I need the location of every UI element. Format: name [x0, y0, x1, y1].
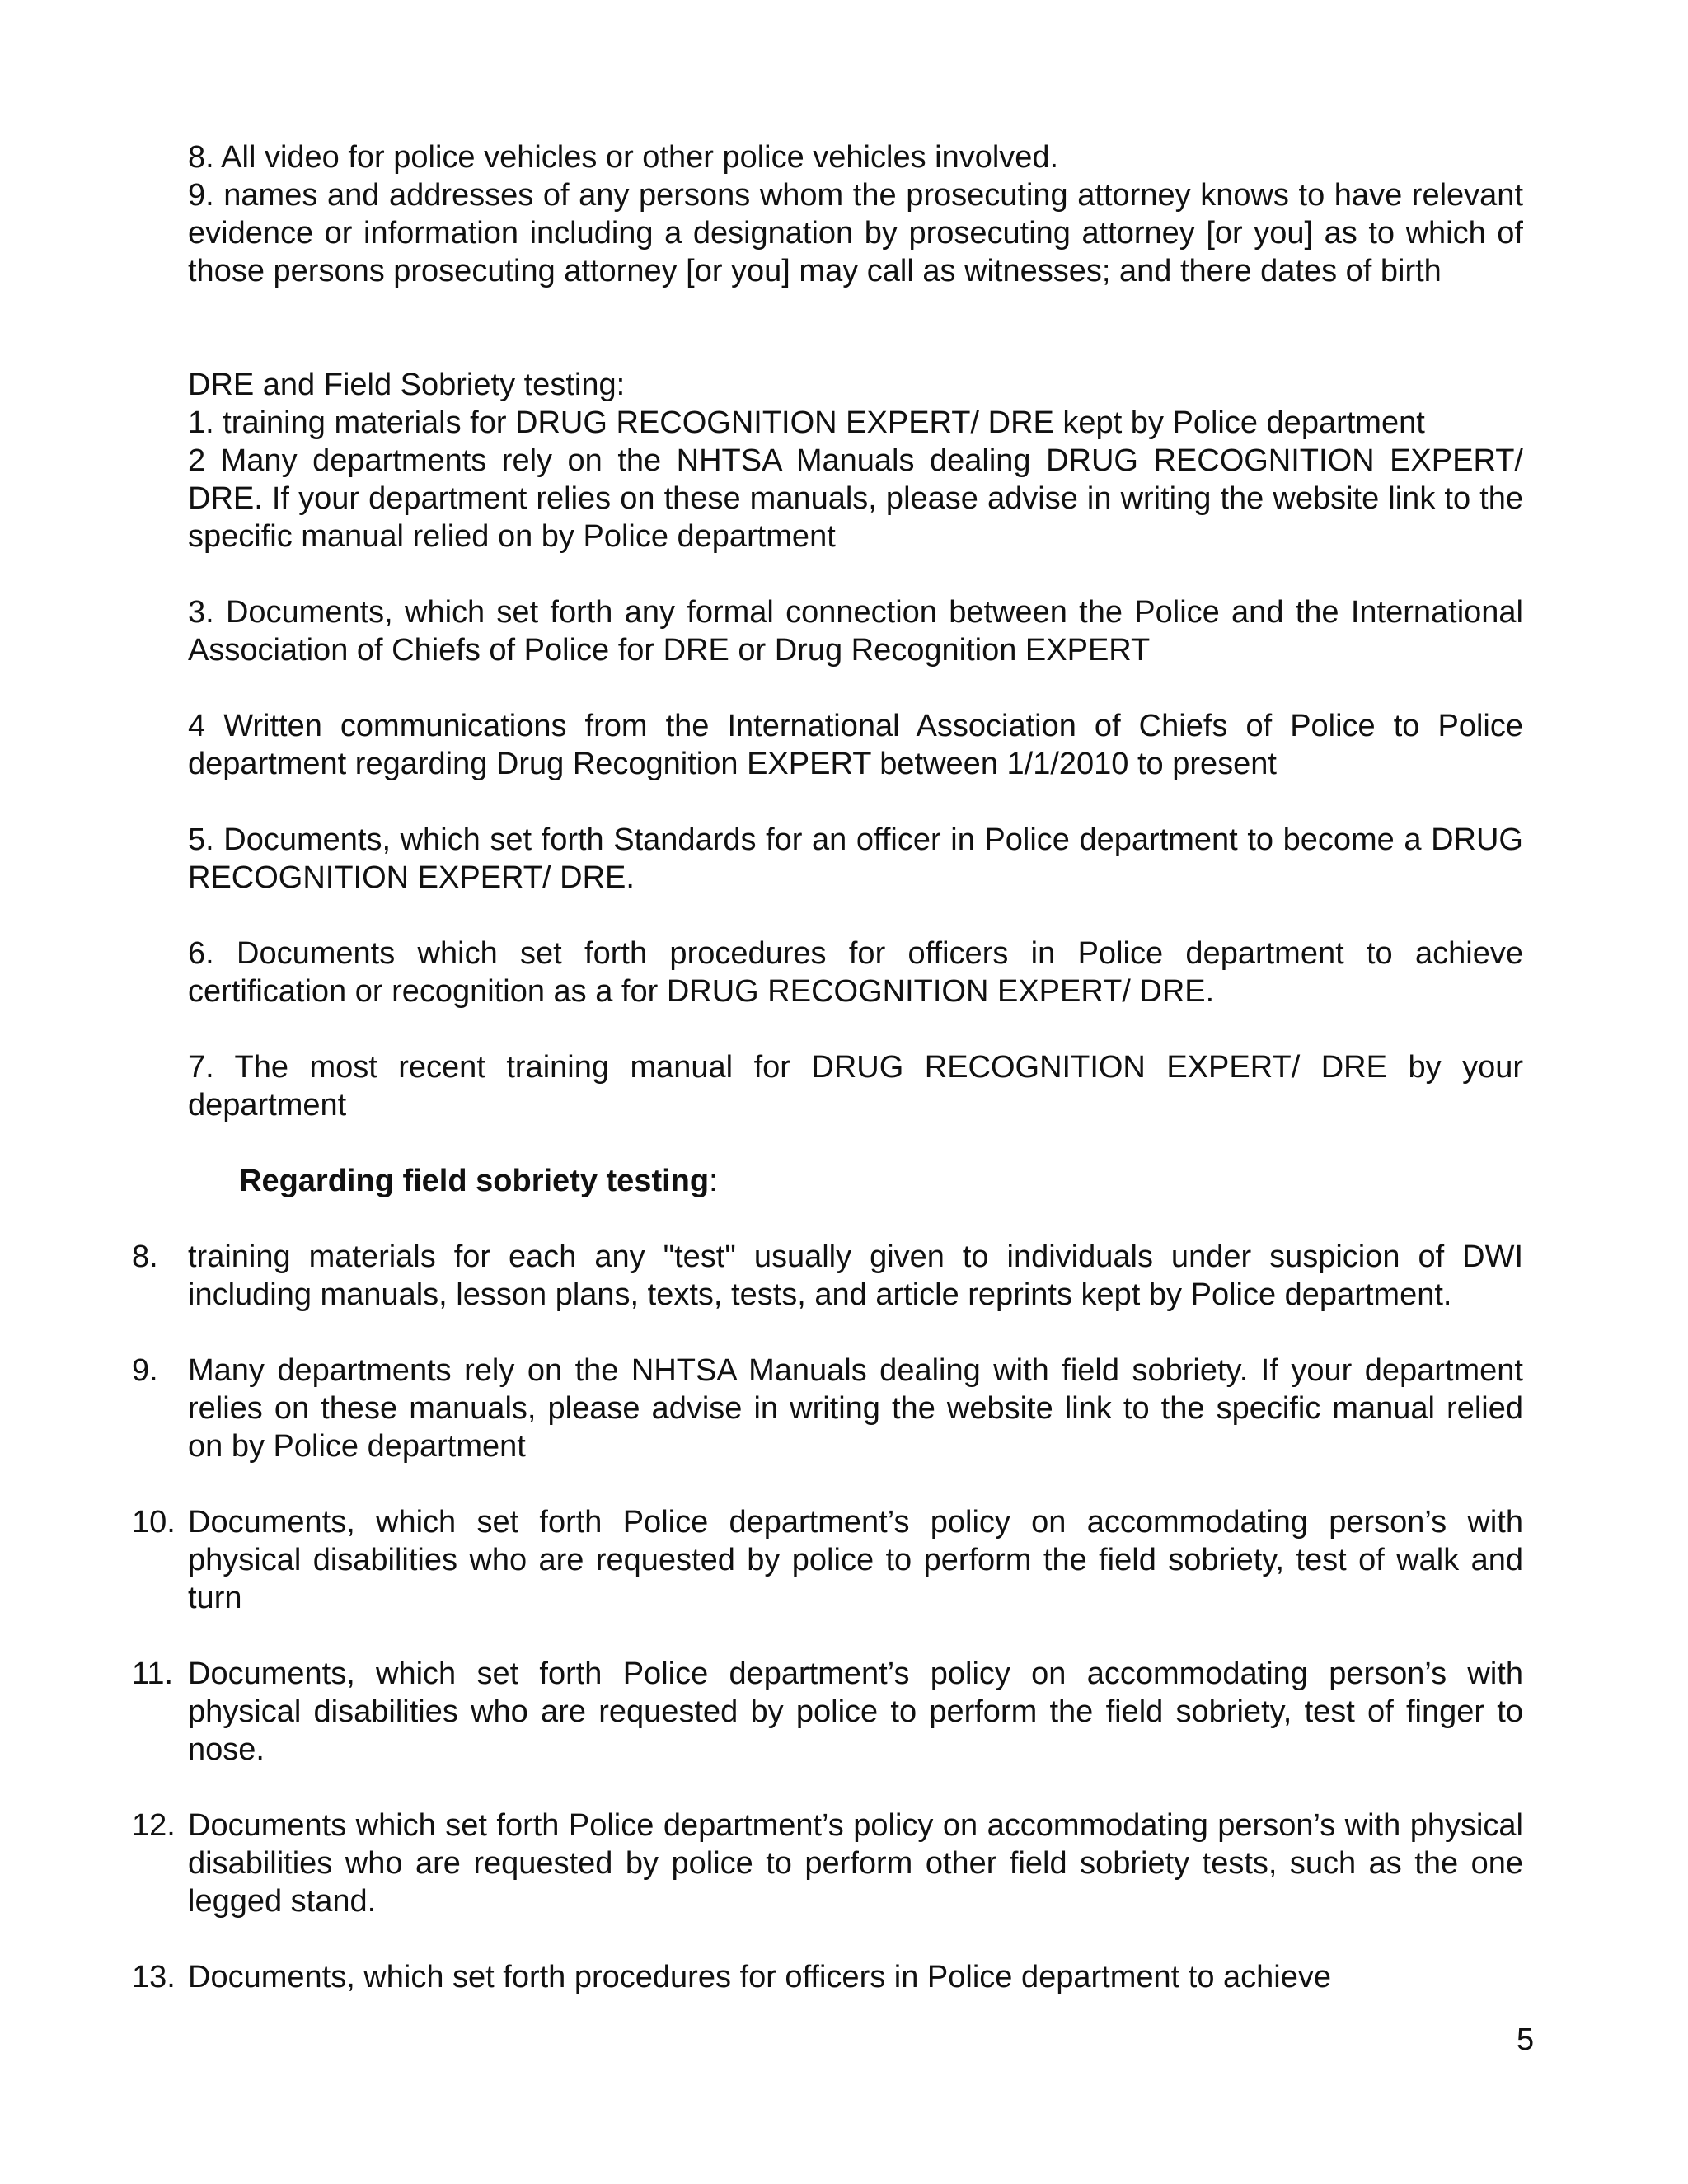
dre-item-6: 6. Documents which set forth procedures for officers in Police department to achieve certification or recognition as a for DRUG RECOGNITION EXPERT/ DRE.: [188, 936, 1523, 1009]
dre-item-7: 7. The most recent training manual for DRUG RECOGNITION EXPERT/ DRE by your department: [188, 1050, 1523, 1122]
paragraph-witnesses: 9. names and addresses of any persons whom the prosecuting attorney knows to have relevant evidence or information including a designation by prosecuting attorney [or you] as to which of those persons prosecuting attorney [or you] may call as witnesses; and there dates of birth: [188, 178, 1523, 288]
field-sobriety-heading-colon: :: [709, 1164, 718, 1198]
list-item: [132, 1352, 1523, 1465]
dre-item-4: 4 Written communications from the International Association of Chiefs of Police to Police department regarding Drug Recognition EXPERT between 1/1/2010 to present: [188, 709, 1523, 781]
list-item-text: Many departments rely on the NHTSA Manuals dealing with field sobriety. If your department relies on these manuals, please advise in writing the website link to the specific manual relied on by Police department: [188, 1353, 1523, 1464]
list-item: [132, 1958, 1523, 1996]
list-item-number: 12.: [132, 1808, 176, 1843]
list-item-text: training materials for each any "test" usually given to individuals under suspicion of DWI including manuals, lesson plans, texts, tests, and article reprints kept by Police department.: [188, 1240, 1523, 1312]
list-item-number: 10.: [132, 1505, 176, 1540]
dre-item-1: 1. training materials for DRUG RECOGNITION EXPERT/ DRE kept by Police department: [188, 405, 1425, 440]
list-item-number: 9.: [132, 1353, 158, 1388]
dre-item-2: 2 Many departments rely on the NHTSA Manuals dealing DRUG RECOGNITION EXPERT/ DRE. If your department relies on these manuals, please advise in writing the website link to the specific manual relied on by Police department: [188, 443, 1523, 554]
list-item-number: 11.: [132, 1657, 174, 1691]
list-item-text: Documents which set forth Police department’s policy on accommodating person’s with physical disabilities who are requested by police to perform other field sobriety tests, such as the one legged stand.: [188, 1808, 1523, 1919]
list-item-number: 8.: [132, 1240, 158, 1274]
list-item-text: Documents, which set forth Police department’s policy on accommodating person’s with physical disabilities who are requested by police to perform the field sobriety, test of walk and turn: [188, 1505, 1523, 1615]
paragraph-video: 8. All video for police vehicles or other police vehicles involved.: [188, 140, 1059, 175]
list-item: [132, 1655, 1523, 1769]
section-heading-dre: DRE and Field Sobriety testing:: [188, 368, 626, 402]
list-item-number: 13.: [132, 1960, 176, 1994]
list-item: [132, 1807, 1523, 1920]
list-item-text: Documents, which set forth procedures for officers in Police department to achieve: [188, 1960, 1331, 1994]
dre-item-3: 3. Documents, which set forth any formal connection between the Police and the International Association of Chiefs of Police for DRE or Drug Recognition EXPERT: [188, 595, 1523, 668]
page-number: 5: [1517, 2022, 1535, 2057]
list-item: [132, 1503, 1523, 1617]
section-heading-field-sobriety: [239, 1162, 718, 1200]
list-item-text: Documents, which set forth Police department’s policy on accommodating person’s with physical disabilities who are requested by police to perform the field sobriety, test of finger to nose.: [188, 1657, 1523, 1767]
field-sobriety-heading-text: Regarding field sobriety testing: [239, 1164, 710, 1198]
dre-item-5: 5. Documents, which set forth Standards for an officer in Police department to become a DRUG RECOGNITION EXPERT/ DRE.: [188, 823, 1523, 895]
list-item: [132, 1238, 1523, 1314]
